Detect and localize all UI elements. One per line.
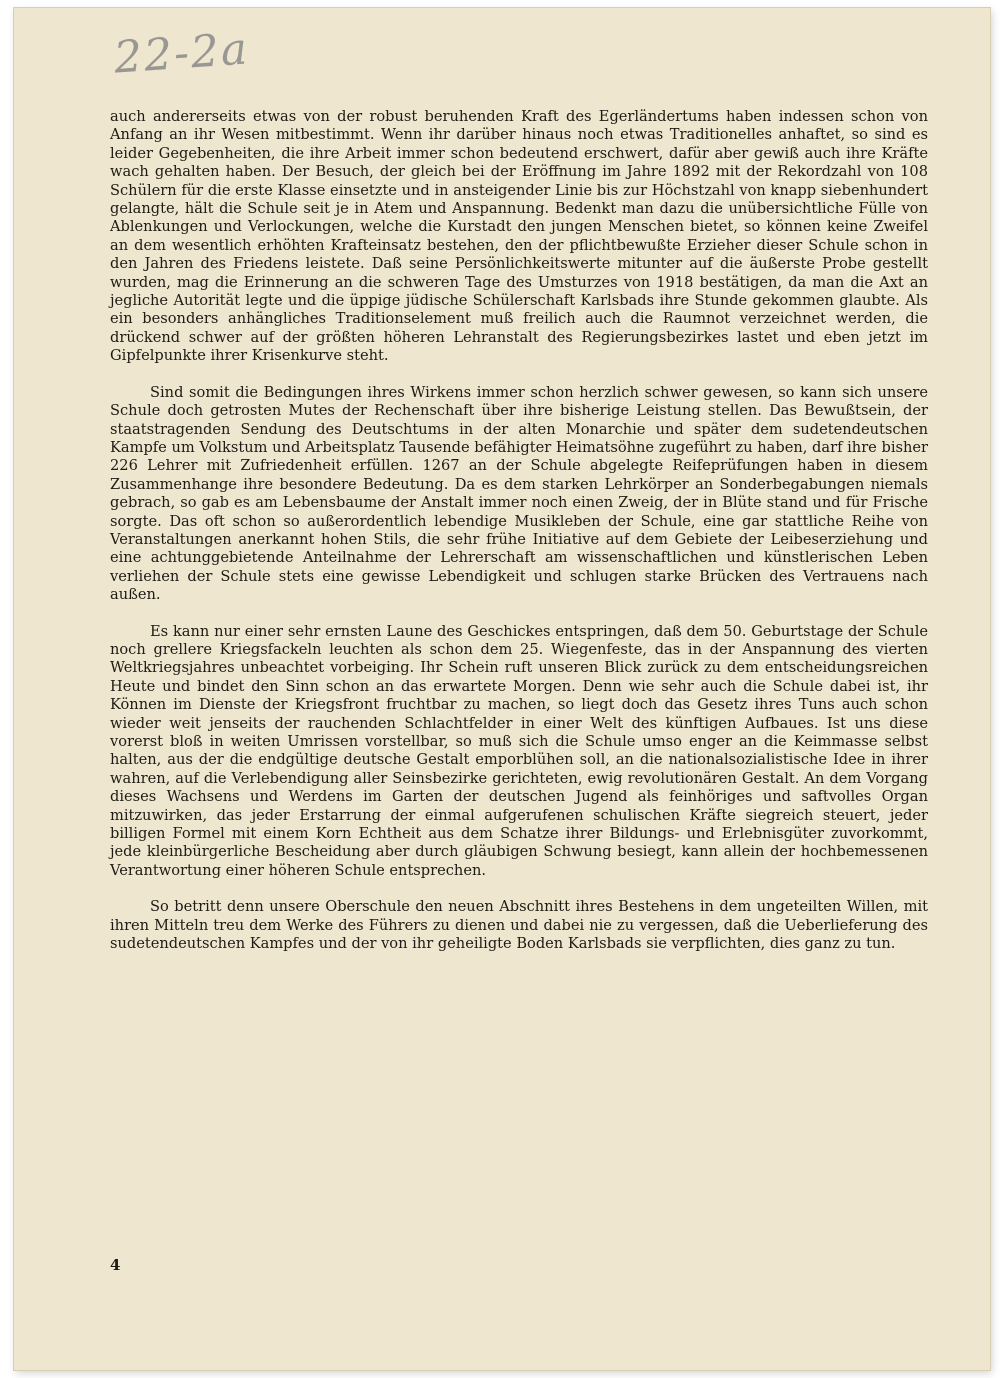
handwritten-archive-mark: 22-2a <box>112 23 251 84</box>
paragraph-2: Sind somit die Bedingungen ihres Wirkens immer schon herzlich schwer gewesen, so kann sich unsere Schule doch getrosten Mutes der Rechenschaft über ihre bisherige Leistung stellen. Das Bewußtsein, der staatstragenden Sendung des Deutschtums in der alten Monarchie und später dem sudetendeutschen Kampfe um Volkstum und Arbeitsplatz Tausende befähigter Heimatsöhne zugeführt zu haben, darf ihre bisher 226 Lehrer mit Zufriedenheit erfüllen. 1267 an der Schule abgelegte Reifeprüfungen haben in diesem Zusammenhange ihre besondere Bedeutung. Da es dem starken Lehrkörper an Sonderbegabungen niemals gebrach, so gab es am Lebensbaume der Anstalt immer noch einen Zweig, der in Blüte stand und für Frische sorgte. Das oft schon so außerordentlich lebendige Musikleben der Schule, eine gar stattliche Reihe von Veranstaltungen anerkannt hohen Stils, die sehr frühe Initiative auf dem Gebiete der Leibeserziehung und eine achtunggebietende Anteilnahme der Lehrerschaft am wissenschaftlichen und künstlerischen Leben verliehen der Schule stets eine gewisse Lebendigkeit und schlugen starke Brücken des Vertrauens nach außen. <box>110 383 928 604</box>
document-page <box>14 8 990 1370</box>
body-text <box>110 108 928 971</box>
page-number: 4 <box>110 1256 121 1274</box>
paragraph-3: Es kann nur einer sehr ernsten Laune des Geschickes entspringen, daß dem 50. Geburtstage der Schule noch grellere Kriegsfackeln leuchten als schon dem 25. Wiegenfeste, das in der Anspannung des vierten Weltkriegsjahres unbeachtet vorbeiging. Ihr Schein ruft unseren Blick zurück zu dem entscheidungsreichen Heute und bindet den Sinn schon an das erwartete Morgen. Denn wie sehr auch die Schule dabei ist, ihr Können im Dienste der Kriegsfront fruchtbar zu machen, so liegt doch das Gesetz ihres Tuns auch schon wieder weit jenseits der rauchenden Schlachtfelder in einer Welt des künftigen Aufbaues. Ist uns diese vorerst bloß in weiten Umrissen vorstellbar, so muß sich die Schule umso enger an die Keimmasse selbst halten, aus der die endgültige deutsche Gestalt emporblühen soll, an die nationalsozialistische Idee in ihrer wahren, auf die Verlebendigung aller Seinsbezirke gerichteten, ewig revolutionären Gestalt. An dem Vorgang dieses Wachsens und Werdens im Garten der deutschen Jugend als feinhöriges und saftvolles Organ mitzuwirken, das jeder Erstarrung der einmal aufgerufenen schulischen Kräfte siegreich steuert, jeder billigen Formel mit einem Korn Echtheit aus dem Schatze ihrer Bildungs- und Erlebnisgüter zuvorkommt, jede kleinbürgerliche Bescheidung aber durch gläubigen Schwung besiegt, kann allein der hochbemessenen Verantwortung einer höheren Schule entsprechen. <box>110 622 928 879</box>
paragraph-4: So betritt denn unsere Oberschule den neuen Abschnitt ihres Bestehens in dem ungeteilten Willen, mit ihren Mitteln treu dem Werke des Führers zu dienen und dabei nie zu vergessen, daß die Ueberlieferung des sudetendeutschen Kampfes und der von ihr geheiligte Boden Karlsbads sie verpflichten, dies ganz zu tun. <box>110 898 928 953</box>
paragraph-1: auch andererseits etwas von der robust beruhenden Kraft des Egerländertums haben indessen schon von Anfang an ihr Wesen mitbestimmt. Wenn ihr darüber hinaus noch etwas Traditionelles anhaftet, so sind es leider Gegebenheiten, die ihre Arbeit immer schon bedeutend erschwert, dafür aber gewiß auch ihre Kräfte wach gehalten haben. Der Besuch, der gleich bei der Eröffnung im Jahre 1892 mit der Rekordzahl von 108 Schülern für die erste Klasse einsetzte und in ansteigender Linie bis zur Höchstzahl von knapp siebenhundert gelangte, hält die Schule seit je in Atem und Anspannung. Bedenkt man dazu die unübersichtliche Fülle von Ablenkungen und Verlockungen, welche die Kurstadt den jungen Menschen bietet, so können keine Zweifel an dem wesentlich erhöhten Krafteinsatz bestehen, den der pflichtbewußte Erzieher dieser Schule schon in den Jahren des Friedens leistete. Daß seine Persönlichkeitswerte mitunter auf die äußerste Probe gestellt wurden, mag die Erinnerung an die schweren Tage des Umsturzes von 1918 bestätigen, da man die Axt an jegliche Autorität legte und die üppige jüdische Schülerschaft Karlsbads ihre Stunde gekommen glaubte. Als ein besonders anhängliches Traditionselement muß freilich auch die Raumnot verzeichnet werden, die drückend schwer auf der größten höheren Lehranstalt des Regierungsbezirkes lastet und eben jetzt im Gipfelpunkte ihrer Krisenkurve steht. <box>110 108 928 365</box>
